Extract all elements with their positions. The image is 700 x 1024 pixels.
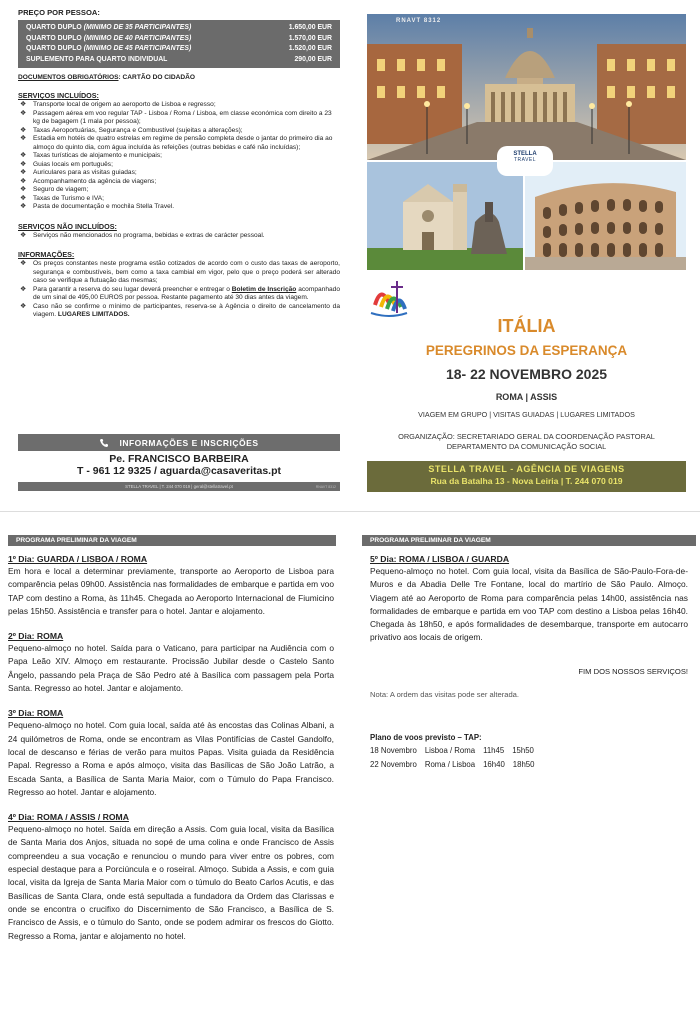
list-item-text: Passagem aérea em voo regular TAP - Lisboa / Roma / Lisboa, em classe económica com direito a 23 kg de bagagem (1 mala por pessoa); bbox=[33, 109, 332, 126]
list-item bbox=[18, 303, 340, 320]
contact-bar bbox=[18, 434, 340, 451]
contact-footer bbox=[18, 482, 340, 491]
price-label: QUARTO DUPLO bbox=[26, 45, 84, 53]
list-item-text: Auriculares para as visitas guiadas; bbox=[33, 169, 137, 177]
rnavt-label: RNAVT 8312 bbox=[396, 18, 442, 24]
list-item bbox=[18, 101, 340, 110]
agency-bar bbox=[367, 461, 686, 492]
price-label: QUARTO DUPLO bbox=[26, 34, 84, 42]
logo-line2: TRAVEL bbox=[513, 157, 537, 163]
brochure-cover bbox=[0, 0, 700, 497]
price-value: 1.650,00 EUR bbox=[288, 24, 332, 31]
diamond-bullet-icon: ❖ bbox=[20, 186, 27, 194]
price-title: PREÇO POR PESSOA: bbox=[18, 8, 100, 17]
information bbox=[18, 250, 340, 320]
diamond-bullet-icon: ❖ bbox=[20, 260, 27, 268]
info-text: acompanhado de um sinal de 495,00 EUROS por pessoa. Restante pagamento até 30 dias antes da viagem. bbox=[33, 285, 340, 302]
program-header-left: PROGRAMA PRELIMINAR DA VIAGEM bbox=[8, 535, 336, 546]
flight-date: 18 Novembro bbox=[370, 745, 417, 755]
list-item bbox=[18, 195, 340, 204]
flight-route: Roma / Lisboa bbox=[424, 759, 476, 769]
trip-cities: ROMA | ASSIS bbox=[495, 392, 558, 402]
colosseum-illustration bbox=[525, 162, 686, 270]
flight-dep: 16h40 bbox=[483, 759, 505, 769]
day-block bbox=[370, 554, 688, 645]
list-item bbox=[18, 110, 340, 127]
list-item-text: Transporte local de origem ao aeroporto de Lisboa e regresso; bbox=[33, 101, 216, 109]
trip-title: ITÁLIA bbox=[497, 316, 556, 336]
org-line2: DEPARTAMENTO DA COMUNICAÇÃO SOCIAL bbox=[446, 442, 607, 451]
contact-footer-text: STELLA TRAVEL | T. 244 070 019 | geral@stellatravel.pt bbox=[125, 484, 233, 489]
diamond-bullet-icon: ❖ bbox=[20, 177, 27, 185]
trip-tags: VIAGEM EM GRUPO | VISITAS GUIADAS | LUGARES LIMITADOS bbox=[418, 410, 635, 419]
diamond-bullet-icon: ❖ bbox=[20, 126, 27, 134]
list-item bbox=[18, 186, 340, 195]
flight-row bbox=[370, 758, 688, 772]
price-row bbox=[26, 55, 332, 66]
diamond-bullet-icon: ❖ bbox=[20, 160, 27, 168]
list-item bbox=[18, 260, 340, 286]
flight-dep: 11h45 bbox=[483, 745, 505, 755]
price-note: (MINIMO DE 40 PARTICIPANTES) bbox=[83, 34, 192, 42]
day-title: 4º Dia: ROMA / ASSIS / ROMA bbox=[8, 812, 129, 823]
list-item bbox=[18, 178, 340, 187]
price-value: 290,00 EUR bbox=[294, 55, 332, 63]
flight-row bbox=[370, 744, 688, 758]
list-item-text: Taxas de Turismo e IVA; bbox=[33, 194, 104, 202]
services-excluded-list bbox=[18, 232, 340, 241]
org-line1: ORGANIZAÇÃO: SECRETARIADO GERAL DA COORDENAÇÃO PASTORAL bbox=[398, 432, 655, 441]
jubilee-logo-icon bbox=[367, 275, 411, 319]
diamond-bullet-icon: ❖ bbox=[20, 285, 27, 293]
list-item bbox=[18, 232, 340, 241]
services-included-title: SERVIÇOS INCLUÍDOS: bbox=[18, 91, 99, 101]
list-item bbox=[18, 161, 340, 170]
diamond-bullet-icon: ❖ bbox=[20, 101, 27, 109]
list-item-text: Acompanhamento da agência de viagens; bbox=[33, 177, 157, 185]
phone-icon bbox=[99, 438, 109, 448]
diamond-bullet-icon: ❖ bbox=[20, 203, 27, 211]
program-days-left bbox=[8, 554, 334, 956]
limited-seats-text: LUGARES LIMITADOS. bbox=[57, 311, 130, 319]
price-row bbox=[26, 23, 332, 34]
flight-route: Lisboa / Roma bbox=[424, 745, 476, 755]
diamond-bullet-icon: ❖ bbox=[20, 109, 27, 117]
contact-bar-label: INFORMAÇÕES E INSCRIÇÕES bbox=[119, 437, 259, 448]
day-block bbox=[8, 554, 334, 618]
services-included bbox=[18, 91, 340, 212]
list-item-text: Seguro de viagem; bbox=[33, 186, 89, 194]
price-row bbox=[26, 34, 332, 45]
docs-label: DOCUMENTOS OBRIGATÓRIOS bbox=[18, 74, 119, 82]
note: Nota: A ordem das visitas pode ser alterada. bbox=[370, 689, 520, 699]
colosseum-photo bbox=[525, 162, 686, 270]
agency-name: STELLA TRAVEL - AGÊNCIA DE VIAGENS bbox=[428, 464, 625, 474]
flight-arr: 15h50 bbox=[512, 745, 534, 755]
stella-travel-logo bbox=[497, 146, 553, 176]
list-item-text: Serviços não mencionados no programa, bebidas e extras de carácter pessoal. bbox=[33, 231, 265, 239]
services-included-list bbox=[18, 101, 340, 212]
contact-phone[interactable]: T - 961 12 9325 / aguarda@casaveritas.pt bbox=[76, 465, 282, 477]
assis-illustration bbox=[367, 162, 523, 270]
organization bbox=[367, 432, 686, 452]
trip-dates: 18- 22 NOVEMBRO 2025 bbox=[445, 366, 608, 382]
flights-title: Plano de voos previsto – TAP: bbox=[370, 732, 482, 742]
diamond-bullet-icon: ❖ bbox=[20, 231, 27, 239]
diamond-bullet-icon: ❖ bbox=[20, 169, 27, 177]
required-documents bbox=[18, 74, 340, 81]
day-block bbox=[8, 708, 334, 799]
diamond-bullet-icon: ❖ bbox=[20, 194, 27, 202]
price-table bbox=[18, 20, 340, 68]
logo-line1: STELLA bbox=[513, 151, 537, 157]
registration-form-link[interactable]: Boletim de Inscrição bbox=[231, 285, 297, 293]
price-value: 1.520,00 EUR bbox=[288, 45, 332, 53]
list-item bbox=[18, 286, 340, 303]
flight-date: 22 Novembro bbox=[370, 759, 417, 769]
day-title: 3º Dia: ROMA bbox=[8, 708, 64, 719]
services-excluded bbox=[18, 222, 340, 241]
diamond-bullet-icon: ❖ bbox=[20, 302, 27, 310]
assis-photo bbox=[367, 162, 523, 270]
end-of-services: FIM DOS NOSSOS SERVIÇOS! bbox=[578, 666, 688, 676]
information-list bbox=[18, 260, 340, 320]
price-value: 1.570,00 EUR bbox=[288, 34, 332, 42]
docs-value: : CARTÃO DO CIDADÃO bbox=[118, 74, 196, 82]
day-title: 2º Dia: ROMA bbox=[8, 631, 64, 642]
info-text: Os preços constantes neste programa estão cotizados de acordo com o custo das taxas de aeroporto, segurança e combustíveis, bem como a taxa cambial em vigor, pelo que o preço poderá ser alterado caso se verifique a flutuação das mesmas; bbox=[33, 260, 340, 285]
day-title: 5º Dia: ROMA / LISBOA / GUARDA bbox=[370, 554, 510, 564]
day-block bbox=[8, 812, 334, 943]
price-label: SUPLEMENTO PARA QUARTO INDIVIDUAL bbox=[26, 55, 168, 63]
footer-ref: RNAVT 8312 bbox=[315, 484, 336, 489]
left-info-column bbox=[18, 8, 340, 320]
list-item-text: Taxas turísticas de alojamento e municipais; bbox=[33, 152, 163, 160]
list-item-text: Pasta de documentação e mochila Stella Travel. bbox=[33, 203, 175, 211]
program-days-right bbox=[370, 554, 688, 772]
list-item bbox=[18, 169, 340, 178]
price-label: QUARTO DUPLO bbox=[26, 24, 84, 31]
services-excluded-title: SERVIÇOS NÃO INCLUÍDOS: bbox=[18, 221, 117, 231]
price-note: (MINIMO DE 45 PARTICIPANTES) bbox=[83, 45, 192, 53]
flight-arr: 18h50 bbox=[512, 759, 535, 769]
price-row bbox=[26, 44, 332, 55]
list-item bbox=[18, 135, 340, 152]
contact-name: Pe. FRANCISCO BARBEIRA bbox=[109, 453, 249, 465]
list-item bbox=[18, 152, 340, 161]
list-item bbox=[18, 203, 340, 212]
info-text: Caso não se confirme o mínimo de participantes, reserva-se à Agência o direito de cancelamento da viagem. bbox=[33, 302, 340, 319]
day-block bbox=[8, 631, 334, 695]
day-text: Pequeno-almoço no hotel. Com guia local, visita da Basílica de São-Paulo-Fora-de-Muros e da Abadia Delle Tre Fontane, local do martírio de São Paulo. Almoço. Viagem até ao Aeroporto de Roma para comparência pelas 14h00, assistência nas formalidades de embarque e partida em voo TAP com destino a Lisboa pelas 16h40. Chegada às 18h50, e após formalidades de desembarque, transporte em autocarro privativo aos locais de origem. bbox=[370, 566, 688, 643]
agency-address: Rua da Batalha 13 - Nova Leiria | T. 244 070 019 bbox=[430, 476, 623, 486]
day-text: Pequeno-almoço no hotel. Saída em direção a Assis. Com guia local, visita da Basílica de Santa Maria dos Anjos, situada no sopé de uma colina e onde Francisco de Assis compreendeu a sua vocação e renunciou o mundo para viver entre os pobres, com especial destaque para a Porciúncula e o roseiral. Almoço. Subida a Assis, e com guia local, visita da Igreja de Santa Maria Maior com o túmulo do Beato Carlos Acutis, e das Basílicas de Santa Clara, onde está sepultada a fundadora da Ordem das Clarissas e onde se encontra o crucifixo do Discernimento de São Francisco, a Basílica de S. Francisco de Assis, e o túmulo do Santo, onde se podem admirar os frescos do Giotto. Regresso a Roma, jantar e alojamento no hotel. bbox=[8, 824, 334, 941]
program-header-right: PROGRAMA PRELIMINAR DA VIAGEM bbox=[362, 535, 696, 546]
diamond-bullet-icon: ❖ bbox=[20, 135, 27, 143]
information-title: INFORMAÇÕES: bbox=[18, 250, 75, 260]
vatican-photo bbox=[367, 14, 686, 160]
day-text: Pequeno-almoço no hotel. Saída para o Vaticano, para participar na Audiência com o Papa Leão XIV. Almoço em restaurante. Procissão Jubilar desde o Castelo Santo Ângelo, passando pela Praça de São Pedro até à Basílica com passagem pela Porta Santa. Regresso ao hotel. Jantar e alojamento. bbox=[8, 643, 334, 694]
list-item-text: Taxas Aeroportuárias, Segurança e Combustível (sujeitas a alterações); bbox=[33, 126, 243, 134]
vatican-illustration bbox=[367, 14, 686, 160]
day-title: 1º Dia: GUARDA / LISBOA / ROMA bbox=[8, 554, 148, 564]
list-item-text: Guias locais em português; bbox=[33, 160, 113, 168]
info-text: Para garantir a reserva do seu lugar deverá preencher e entregar o bbox=[33, 285, 232, 293]
list-item-text: Estadia em hotéis de quatro estrelas em regime de pensão completa desde o jantar do primeiro dia ao almoço do quinto dia, com água incluída às refeições (outras bebidas e café não incluídas); bbox=[33, 135, 333, 151]
divider bbox=[0, 511, 700, 512]
day-text: Em hora e local a determinar previamente, transporte ao Aeroporto de Lisboa para comparência pelas 09h00. Assistência nas formalidades de embarque e partida em voo TAP com destino a Roma, às 11h45. Chegada ao Aeroporto Internacional de Fiumicino pelas 15h50. Assistência e transfer para o hotel. Jantar e alojamento. bbox=[8, 566, 334, 616]
trip-subtitle: PEREGRINOS DA ESPERANÇA bbox=[425, 343, 628, 358]
diamond-bullet-icon: ❖ bbox=[20, 152, 27, 160]
day-text: Pequeno-almoço no hotel. Com guia local, saída até às encostas das Colinas Albani, a 24 quilómetros de Roma, onde se encontram as Vilas Pontifícias de Castel Gandolfo, local de descanso e férias de verão para muitos Papas. Visita guiada da Residência Papal. Regresso a Roma e após almoço, visita das Basílicas de São João Latrão, a Escada Santa, a Basílica de Santa Maria Maior, com o Túmulo do Papa Francisco. Regresso ao hotel. Jantar e alojamento. bbox=[8, 720, 334, 797]
price-note: (MINIMO DE 35 PARTICIPANTES) bbox=[83, 24, 192, 31]
list-item bbox=[18, 127, 340, 136]
